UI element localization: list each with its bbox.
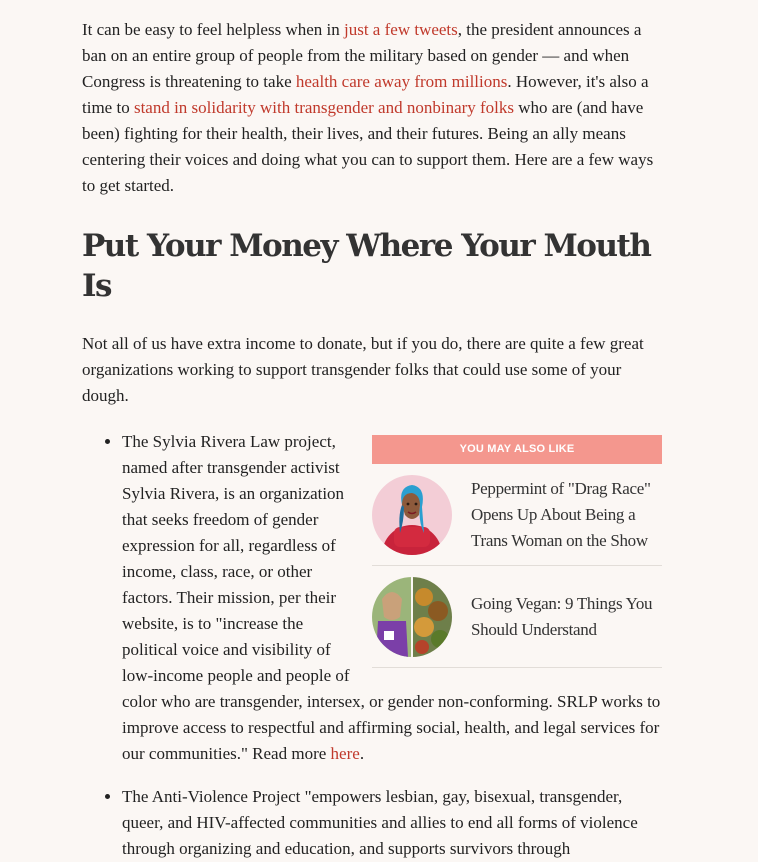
- related-title[interactable]: Peppermint of "Drag Race" Opens Up About Being a Trans Woman on the Show: [471, 478, 651, 550]
- related-title[interactable]: Going Vegan: 9 Things You Should Understand: [471, 593, 653, 639]
- section-paragraph: Not all of us have extra income to donate, but if you do, there are quite a few great organizations working to support transgender folks that could use some of your dough.: [82, 334, 644, 405]
- solidarity-link[interactable]: stand in solidarity with transgender and nonbinary folks: [133, 98, 515, 117]
- related-articles-box: [372, 435, 662, 668]
- list-item-end: .: [359, 744, 365, 763]
- vegan-thumbnail[interactable]: [372, 577, 452, 657]
- anti-violence-text: The Anti-Violence Project "empowers lesbian, gay, bisexual, transgender, queer, and HIV-affected communities and allies to end all forms of violence through organizing and education, and supports survivors through: [122, 787, 638, 858]
- article-body: [82, 0, 662, 862]
- related-item-vegan[interactable]: [372, 566, 662, 668]
- health-care-link[interactable]: health care away from millions: [295, 72, 508, 91]
- sylvia-rivera-text: The Sylvia Rivera Law project, named after transgender activist Sylvia Rivera, is an organization that seeks freedom of gender expression for all, regardless of income, class, race, or other factors. Their mission, per their website, is to "increase the political voice and visibility of low-income people and people of color who are transgender, intersex, or gender non-conforming. SRLP works to improve access to respectful and affirming social, health, and legal services for our communities." Read more: [122, 432, 661, 763]
- list-item: [122, 784, 662, 862]
- peppermint-thumbnail[interactable]: [372, 475, 452, 555]
- read-more-link[interactable]: here: [330, 744, 360, 763]
- related-header: • YOU MAY ALSO LIKE: [372, 435, 662, 464]
- intro-text-3: . However, it's also a time to: [82, 72, 649, 117]
- intro-text-1: It can be easy to feel helpless when in: [82, 20, 344, 39]
- tweets-link[interactable]: just a few tweets: [344, 20, 458, 39]
- related-item-peppermint[interactable]: [372, 464, 662, 566]
- section-heading: Put Your Money Where Your Mouth Is: [82, 228, 651, 304]
- intro-text-2: , the president announces a ban on an entire group of people from the military based on gender — and when Congress is threatening to take: [82, 20, 642, 91]
- list-item: [122, 429, 662, 767]
- intro-paragraph: [82, 17, 662, 199]
- organization-list: [82, 429, 662, 862]
- intro-text-4: who are (and have been) fighting for their health, their lives, and their futures. Being an ally means centering their voices and doing what you can to support them. Here are a few ways to get started.: [82, 98, 654, 195]
